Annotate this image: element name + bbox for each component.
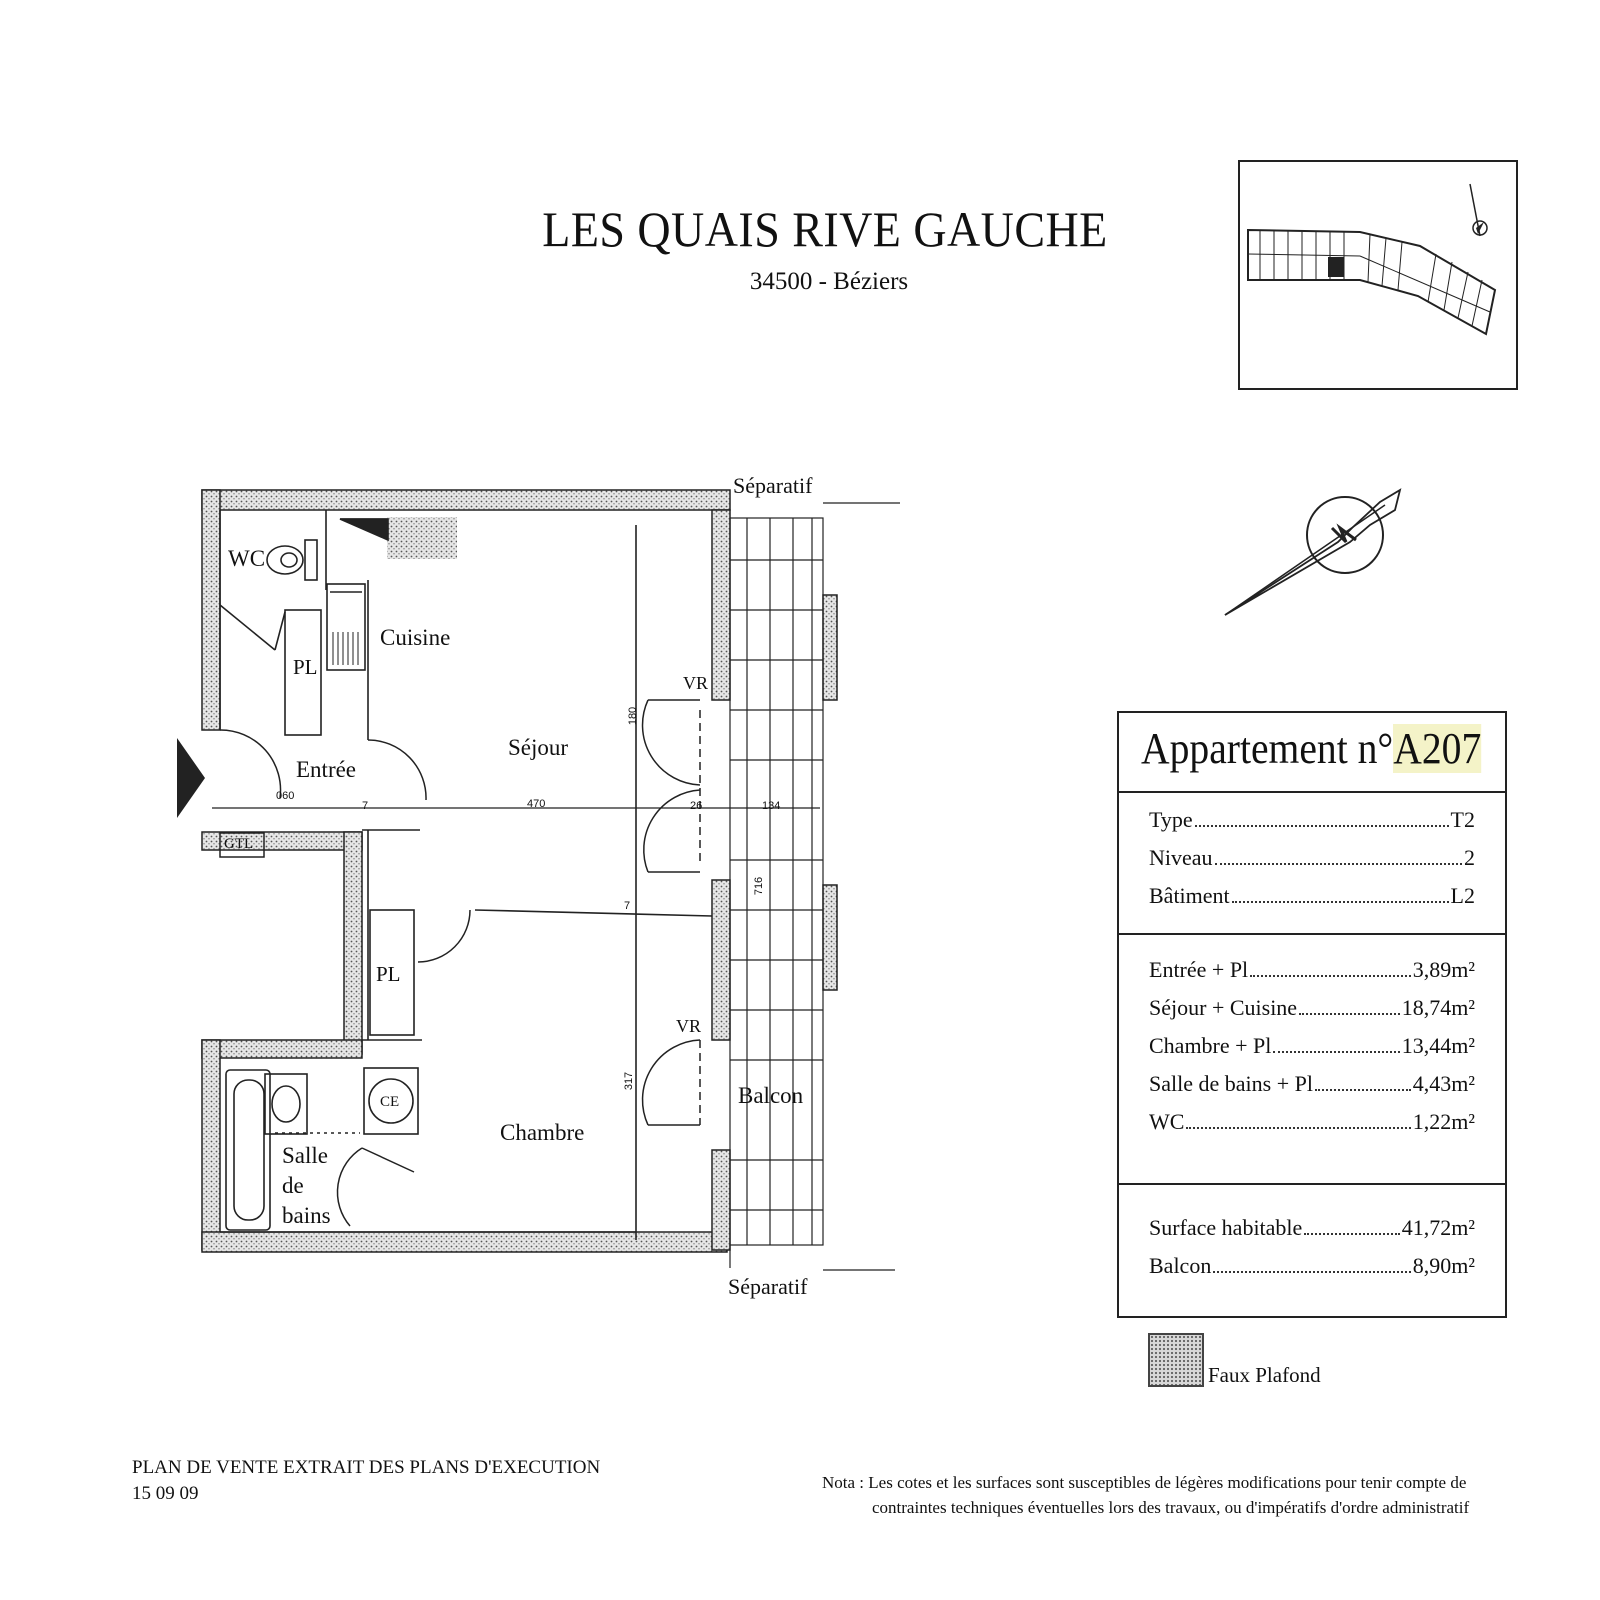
niveau-label: Niveau [1149,845,1213,870]
type-label: Type [1149,807,1193,832]
row-surface-habitable [1149,1211,1475,1241]
apartment-info-panel [1117,711,1507,1318]
surfaces-section [1119,935,1505,1185]
project-address: 34500 - Béziers [749,268,909,295]
footer-source-line: PLAN DE VENTE EXTRAIT DES PLANS D'EXECUTION [132,1457,601,1478]
balcon-label: Balcon [1149,1253,1212,1278]
apartment-number: A207 [1393,724,1482,773]
dim-317: 317 [623,1071,636,1091]
row-wc [1149,1105,1475,1135]
surface-habitable-label: Surface habitable [1149,1215,1303,1240]
label-pl-entry: PL [293,655,318,679]
dim-7b: 7 [624,900,631,912]
dim-7a: 7 [362,800,369,812]
site-plan-drawing [1240,162,1516,388]
footer-date: 15 09 09 [132,1483,199,1504]
note-line-1: Nota : Les cotes et les surfaces sont susceptibles de légères modifications pour tenir compte de [822,1473,1467,1492]
apartment-location-marker [1328,257,1344,277]
apartment-title-prefix: Appartement n° [1141,724,1394,773]
label-chambre: Chambre [500,1120,585,1145]
row-salle-de-bains [1149,1067,1475,1097]
entree-value: 3,89m² [1412,957,1475,982]
row-balcon [1149,1249,1475,1279]
legend-label: Faux Plafond [1208,1363,1321,1387]
label-separatif-bottom: Séparatif [728,1274,808,1299]
label-vr-bottom: VR [676,1016,702,1036]
row-entree [1149,953,1475,983]
row-type [1149,803,1475,833]
faux-plafond-swatch [1148,1333,1204,1387]
apartment-title [1141,723,1481,774]
wc-label: WC [1149,1109,1185,1134]
site-plan-inset [1238,160,1518,390]
project-title: LES QUAIS RIVE GAUCHE [542,201,1108,257]
label-salle-3: bains [282,1203,331,1228]
label-separatif-top: Séparatif [733,473,813,498]
wall-south [202,1232,727,1252]
label-gtl: GTL [224,836,254,852]
niveau-value: 2 [1464,845,1475,870]
wall-west-upper [202,490,220,730]
label-salle-2: de [282,1173,304,1198]
label-cuisine: Cuisine [380,625,451,650]
row-sejour [1149,991,1475,1021]
salle-value: 4,43m² [1412,1071,1475,1096]
sejour-label: Séjour + Cuisine [1149,995,1298,1020]
chambre-value: 13,44m² [1401,1033,1475,1058]
footer-plan-source [132,1455,600,1507]
dim-180: 180 [627,706,640,726]
entry-arrow-icon [177,738,205,818]
general-section [1119,793,1505,935]
dim-060: 060 [276,790,295,802]
note-line-2: contraintes techniques éventuelles lors des travaux, ou d'impératifs d'ordre administratif [872,1498,1470,1517]
batiment-value: L2 [1450,883,1475,908]
balcon-value: 8,90m² [1412,1253,1475,1278]
entree-label: Entrée + Pl [1149,957,1249,982]
row-batiment [1149,879,1475,909]
sejour-value: 18,74m² [1401,995,1475,1020]
wc-value: 1,22m² [1412,1109,1475,1134]
label-salle-1: Salle [282,1143,328,1168]
surface-habitable-value: 41,72m² [1401,1215,1475,1240]
label-vr-top: VR [683,673,709,693]
footer-note [822,1470,1512,1520]
faux-plafond-zone [387,517,457,559]
label-sejour: Séjour [508,735,569,760]
wall-north [202,490,730,510]
label-balcon: Balcon [738,1083,804,1108]
compass-icon [1220,480,1420,620]
row-chambre [1149,1029,1475,1059]
dim-470: 470 [527,798,546,810]
type-value: T2 [1450,807,1475,832]
dim-716: 716 [753,876,766,896]
dim-134: 134 [762,800,781,812]
dim-26: 26 [690,800,703,812]
batiment-label: Bâtiment [1149,883,1230,908]
label-ce: CE [380,1094,400,1110]
apartment-title-row [1119,713,1505,793]
chambre-label: Chambre + Pl [1149,1033,1272,1058]
label-entree: Entrée [296,757,357,782]
label-wc: WC [228,546,266,571]
north-arrow-small-icon [1470,184,1487,236]
totals-section [1119,1185,1505,1313]
label-pl-chambre: PL [376,962,401,986]
floor-plan [170,470,910,1300]
wc-toilet-icon [267,540,317,580]
row-niveau [1149,841,1475,871]
salle-label: Salle de bains + Pl [1149,1071,1313,1096]
